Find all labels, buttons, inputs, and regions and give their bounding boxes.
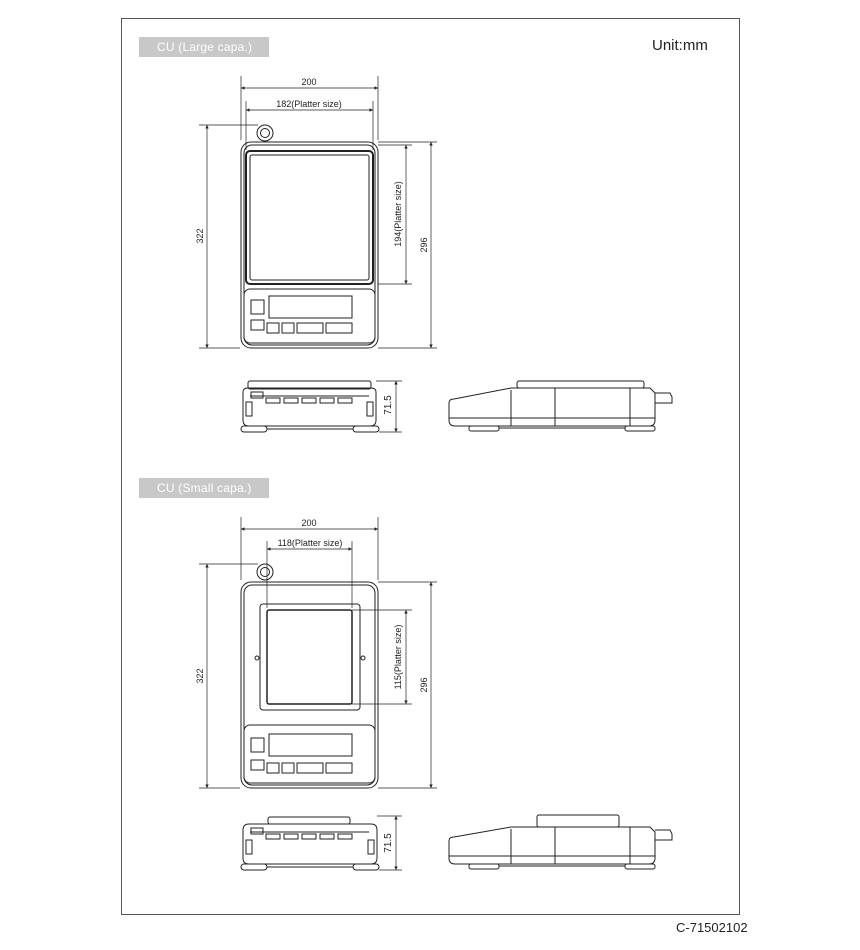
small-overall-depth: 322: [195, 668, 205, 684]
small-platter-depth: 115(Platter size): [393, 624, 403, 690]
section-tag-small: CU (Small capa.): [139, 478, 269, 498]
large-body-depth: 296: [419, 237, 429, 253]
small-side-view: [449, 815, 672, 869]
large-height: 71.5: [383, 395, 394, 415]
document-number: C-71502102: [676, 920, 748, 935]
small-body-depth: 296: [419, 677, 429, 693]
large-side-view: [449, 381, 672, 431]
small-top-view: [241, 564, 378, 788]
large-top-view: [241, 125, 378, 348]
small-platter-width: 118(Platter size): [277, 538, 343, 548]
large-front-view: [241, 381, 379, 432]
unit-label: Unit:mm: [652, 37, 708, 54]
small-height: 71.5: [383, 833, 394, 853]
large-platter-width: 182(Platter size): [276, 99, 342, 109]
small-overall-width: 200: [301, 518, 317, 528]
large-platter-depth: 194(Platter size): [393, 181, 403, 247]
small-front-view: [241, 817, 379, 870]
large-overall-depth: 322: [195, 228, 205, 244]
large-overall-width: 200: [301, 77, 317, 87]
section-tag-large: CU (Large capa.): [139, 37, 269, 57]
